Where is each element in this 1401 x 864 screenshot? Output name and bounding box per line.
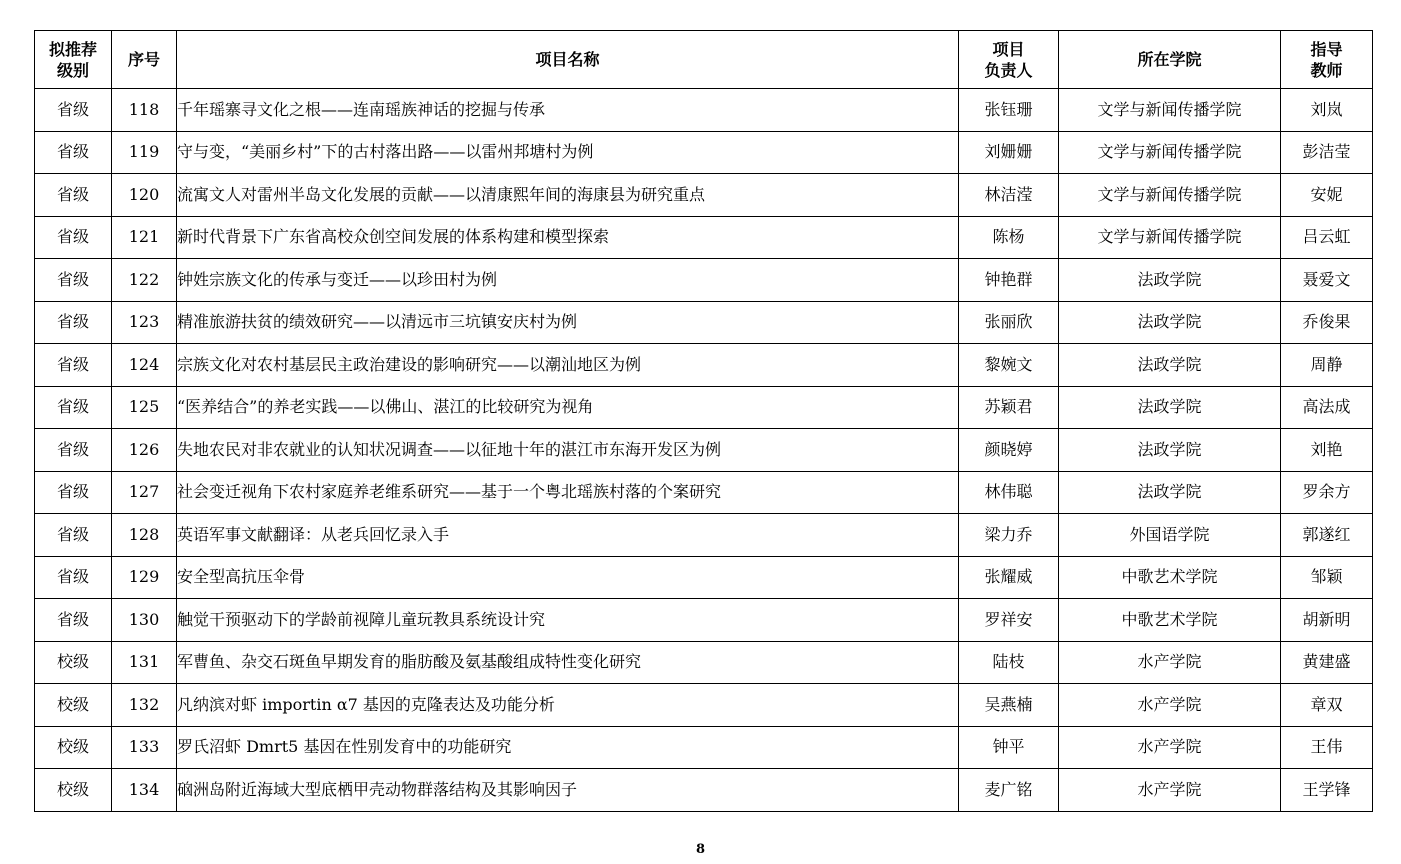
cell-project-name: 触觉干预驱动下的学龄前视障儿童玩教具系统设计究 <box>177 599 959 642</box>
table-row <box>35 131 1373 174</box>
cell-college: 法政学院 <box>1059 301 1281 344</box>
cell-level: 省级 <box>35 514 112 557</box>
cell-college: 水产学院 <box>1059 769 1281 812</box>
table-row <box>35 599 1373 642</box>
cell-level: 省级 <box>35 174 112 217</box>
cell-no: 126 <box>112 429 177 472</box>
cell-leader: 陆枝 <box>959 641 1059 684</box>
cell-level: 省级 <box>35 301 112 344</box>
cell-college: 水产学院 <box>1059 684 1281 727</box>
cell-college: 水产学院 <box>1059 726 1281 769</box>
table-row <box>35 216 1373 259</box>
cell-no: 119 <box>112 131 177 174</box>
cell-leader: 钟平 <box>959 726 1059 769</box>
cell-no: 129 <box>112 556 177 599</box>
cell-level: 省级 <box>35 599 112 642</box>
cell-no: 128 <box>112 514 177 557</box>
cell-no: 121 <box>112 216 177 259</box>
cell-level: 省级 <box>35 556 112 599</box>
cell-project-name: 硇洲岛附近海域大型底栖甲壳动物群落结构及其影响因子 <box>177 769 959 812</box>
cell-college: 法政学院 <box>1059 344 1281 387</box>
cell-teacher: 聂爱文 <box>1281 259 1373 302</box>
cell-project-name: 罗氏沼虾 Dmrt5 基因在性别发育中的功能研究 <box>177 726 959 769</box>
cell-no: 124 <box>112 344 177 387</box>
cell-no: 118 <box>112 89 177 132</box>
cell-teacher: 王学锋 <box>1281 769 1373 812</box>
cell-project-name: 新时代背景下广东省高校众创空间发展的体系构建和模型探索 <box>177 216 959 259</box>
cell-college: 文学与新闻传播学院 <box>1059 89 1281 132</box>
cell-level: 省级 <box>35 131 112 174</box>
cell-teacher: 刘岚 <box>1281 89 1373 132</box>
cell-college: 法政学院 <box>1059 259 1281 302</box>
cell-leader: 张钰珊 <box>959 89 1059 132</box>
cell-project-name: 精准旅游扶贫的绩效研究——以清远市三坑镇安庆村为例 <box>177 301 959 344</box>
cell-no: 125 <box>112 386 177 429</box>
cell-teacher: 吕云虹 <box>1281 216 1373 259</box>
cell-no: 122 <box>112 259 177 302</box>
cell-teacher: 周静 <box>1281 344 1373 387</box>
cell-college: 外国语学院 <box>1059 514 1281 557</box>
table-row <box>35 684 1373 727</box>
cell-project-name: 失地农民对非农就业的认知状况调查——以征地十年的湛江市东海开发区为例 <box>177 429 959 472</box>
cell-leader: 梁力乔 <box>959 514 1059 557</box>
cell-project-name: 守与变，“美丽乡村”下的古村落出路——以雷州邦塘村为例 <box>177 131 959 174</box>
table-row <box>35 259 1373 302</box>
cell-leader: 林伟聪 <box>959 471 1059 514</box>
project-table <box>34 30 1373 812</box>
table-row <box>35 514 1373 557</box>
table-row <box>35 769 1373 812</box>
cell-college: 法政学院 <box>1059 386 1281 429</box>
cell-level: 省级 <box>35 429 112 472</box>
cell-project-name: “医养结合”的养老实践——以佛山、湛江的比较研究为视角 <box>177 386 959 429</box>
cell-leader: 颜晓婷 <box>959 429 1059 472</box>
cell-level: 省级 <box>35 344 112 387</box>
cell-college: 中歌艺术学院 <box>1059 599 1281 642</box>
page-number: 8 <box>695 842 706 857</box>
cell-no: 127 <box>112 471 177 514</box>
cell-no: 130 <box>112 599 177 642</box>
cell-teacher: 郭遂红 <box>1281 514 1373 557</box>
cell-teacher: 邹颖 <box>1281 556 1373 599</box>
cell-college: 水产学院 <box>1059 641 1281 684</box>
cell-college: 法政学院 <box>1059 471 1281 514</box>
header-name: 项目名称 <box>177 31 959 89</box>
cell-level: 校级 <box>35 726 112 769</box>
cell-level: 校级 <box>35 684 112 727</box>
cell-level: 省级 <box>35 471 112 514</box>
cell-college: 文学与新闻传播学院 <box>1059 131 1281 174</box>
cell-teacher: 罗余方 <box>1281 471 1373 514</box>
cell-college: 文学与新闻传播学院 <box>1059 216 1281 259</box>
header-college: 所在学院 <box>1059 31 1281 89</box>
cell-project-name: 社会变迁视角下农村家庭养老维系研究——基于一个粤北瑶族村落的个案研究 <box>177 471 959 514</box>
cell-project-name: 英语军事文献翻译：从老兵回忆录入手 <box>177 514 959 557</box>
cell-level: 省级 <box>35 216 112 259</box>
table-row <box>35 556 1373 599</box>
cell-leader: 黎婉文 <box>959 344 1059 387</box>
cell-leader: 张丽欣 <box>959 301 1059 344</box>
cell-no: 123 <box>112 301 177 344</box>
cell-leader: 苏颖君 <box>959 386 1059 429</box>
cell-project-name: 宗族文化对农村基层民主政治建设的影响研究——以潮汕地区为例 <box>177 344 959 387</box>
cell-leader: 刘姗姗 <box>959 131 1059 174</box>
cell-no: 131 <box>112 641 177 684</box>
cell-college: 中歌艺术学院 <box>1059 556 1281 599</box>
header-level: 拟推荐 级别 <box>35 31 112 89</box>
cell-college: 法政学院 <box>1059 429 1281 472</box>
cell-project-name: 流寓文人对雷州半岛文化发展的贡献——以清康熙年间的海康县为研究重点 <box>177 174 959 217</box>
cell-level: 省级 <box>35 89 112 132</box>
cell-level: 省级 <box>35 386 112 429</box>
cell-no: 134 <box>112 769 177 812</box>
cell-level: 省级 <box>35 259 112 302</box>
cell-teacher: 王伟 <box>1281 726 1373 769</box>
cell-college: 文学与新闻传播学院 <box>1059 174 1281 217</box>
cell-leader: 钟艳群 <box>959 259 1059 302</box>
table-row <box>35 386 1373 429</box>
cell-project-name: 千年瑶寨寻文化之根——连南瑶族神话的挖掘与传承 <box>177 89 959 132</box>
table-row <box>35 174 1373 217</box>
cell-no: 120 <box>112 174 177 217</box>
cell-teacher: 黄建盛 <box>1281 641 1373 684</box>
table-row <box>35 301 1373 344</box>
table-row <box>35 726 1373 769</box>
cell-leader: 吴燕楠 <box>959 684 1059 727</box>
cell-teacher: 乔俊果 <box>1281 301 1373 344</box>
cell-teacher: 章双 <box>1281 684 1373 727</box>
cell-teacher: 彭洁莹 <box>1281 131 1373 174</box>
header-leader: 项目 负责人 <box>959 31 1059 89</box>
header-row <box>35 31 1373 89</box>
cell-teacher: 刘艳 <box>1281 429 1373 472</box>
cell-teacher: 胡新明 <box>1281 599 1373 642</box>
header-teacher: 指导 教师 <box>1281 31 1373 89</box>
cell-leader: 麦广铭 <box>959 769 1059 812</box>
cell-project-name: 军曹鱼、杂交石斑鱼早期发育的脂肪酸及氨基酸组成特性变化研究 <box>177 641 959 684</box>
table-row <box>35 471 1373 514</box>
table-row <box>35 641 1373 684</box>
cell-level: 校级 <box>35 769 112 812</box>
cell-project-name: 凡纳滨对虾 importin α7 基因的克隆表达及功能分析 <box>177 684 959 727</box>
cell-project-name: 安全型高抗压伞骨 <box>177 556 959 599</box>
cell-no: 132 <box>112 684 177 727</box>
cell-teacher: 高法成 <box>1281 386 1373 429</box>
cell-leader: 罗祥安 <box>959 599 1059 642</box>
cell-project-name: 钟姓宗族文化的传承与变迁——以珍田村为例 <box>177 259 959 302</box>
header-no: 序号 <box>112 31 177 89</box>
cell-leader: 陈杨 <box>959 216 1059 259</box>
cell-teacher: 安妮 <box>1281 174 1373 217</box>
cell-leader: 林洁滢 <box>959 174 1059 217</box>
table-row <box>35 344 1373 387</box>
cell-level: 校级 <box>35 641 112 684</box>
cell-leader: 张耀威 <box>959 556 1059 599</box>
table-row <box>35 429 1373 472</box>
table-row <box>35 89 1373 132</box>
cell-no: 133 <box>112 726 177 769</box>
